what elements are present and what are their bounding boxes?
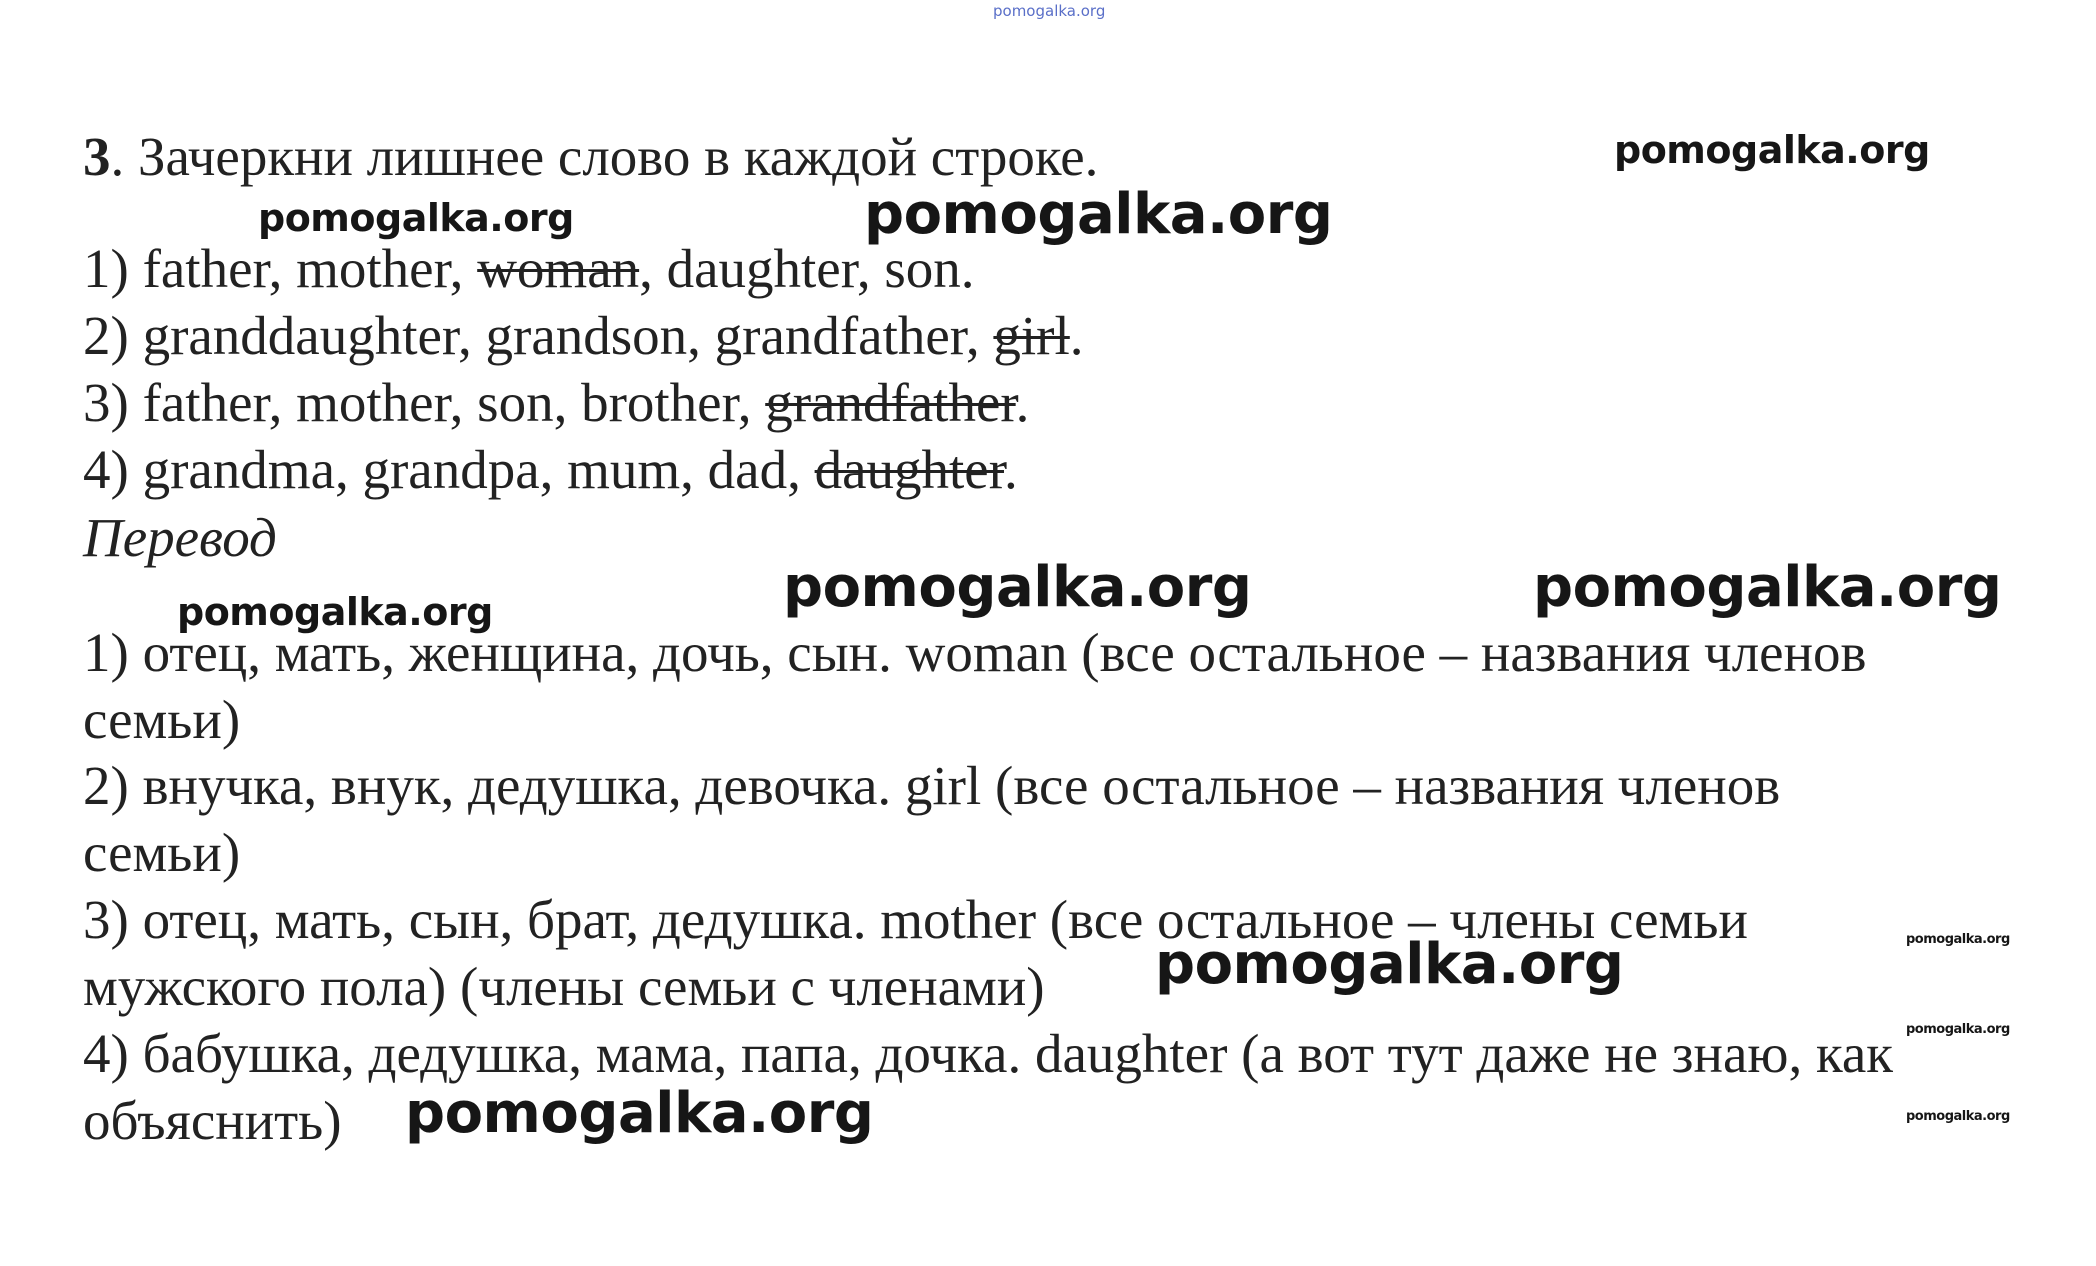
translation-line: 1) отец, мать, женщина, дочь, сын. woman (все остальное – названия членов xyxy=(83,622,1867,683)
task-number: 3 xyxy=(83,126,111,187)
line-text: . xyxy=(1004,439,1018,500)
line-text: , daughter, son. xyxy=(639,238,975,299)
struck-word: grandfather xyxy=(765,372,1016,433)
struck-word: girl xyxy=(993,305,1070,366)
translation-line: семьи) xyxy=(83,822,241,883)
exercise-line-2 xyxy=(83,303,1084,369)
watermark: pomogalka.org xyxy=(1906,932,2010,947)
watermark: pomogalka.org xyxy=(1906,1022,2010,1037)
translation-line: 2) внучка, внук, дедушка, девочка. girl (все остальное – названия членов xyxy=(83,755,1781,816)
watermark: pomogalka.org xyxy=(1906,1109,2010,1124)
translation-line: семьи) xyxy=(83,689,241,750)
line-text: . xyxy=(1015,372,1030,433)
exercise-line-4 xyxy=(83,437,1018,503)
watermark: pomogalka.org xyxy=(864,182,1333,247)
watermark: pomogalka.org xyxy=(258,196,574,240)
watermark: pomogalka.org xyxy=(1155,932,1624,997)
line-text: 1) father, mother, xyxy=(83,238,478,299)
watermark: pomogalka.org xyxy=(1614,128,1930,172)
exercise-line-3 xyxy=(83,370,1029,436)
line-text: 4) grandma, grandpa, mum, dad, xyxy=(83,439,815,500)
translation-heading: Перевод xyxy=(83,507,277,568)
watermark: pomogalka.org xyxy=(405,1081,874,1146)
struck-word: daughter xyxy=(814,439,1004,500)
task-instruction: . Зачеркни лишнее слово в каждой строке. xyxy=(110,126,1099,187)
line-text: 3) father, mother, son, brother, xyxy=(83,372,766,433)
struck-word: woman xyxy=(477,238,640,299)
translation-line: 3) отец, мать, сын, брат, дедушка. mother (все остальное – члены семьи xyxy=(83,889,1748,950)
translation-line: объяснить) xyxy=(83,1090,342,1151)
watermark: pomogalka.org xyxy=(1533,555,2002,620)
header-watermark: pomogalka.org xyxy=(993,2,1106,20)
line-text: . xyxy=(1069,305,1084,366)
watermark: pomogalka.org xyxy=(177,590,493,634)
translation-line: мужского пола) (члены семьи с членами) xyxy=(83,956,1045,1017)
exercise-line-1 xyxy=(83,236,974,302)
translation-line: 4) бабушка, дедушка, мама, папа, дочка. daughter (а вот тут даже не знаю, как xyxy=(83,1023,1893,1084)
watermark: pomogalka.org xyxy=(783,555,1252,620)
line-text: 2) granddaughter, grandson, grandfather, xyxy=(83,305,994,366)
task-heading xyxy=(83,124,1098,190)
